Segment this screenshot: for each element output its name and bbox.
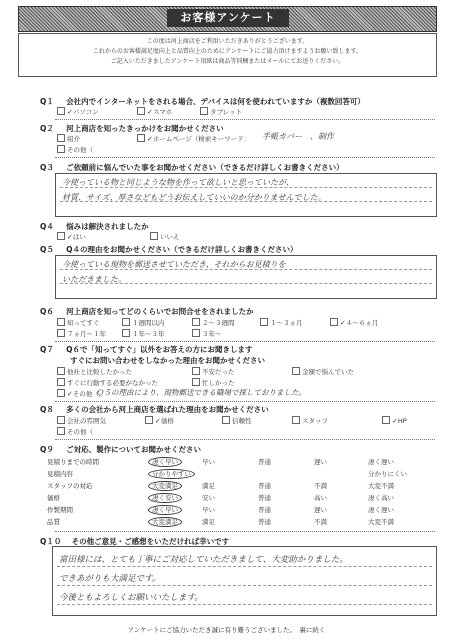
divider (55, 401, 435, 402)
q2-heading (40, 123, 224, 134)
q9-rating-option[interactable]: 大変不満 (368, 482, 394, 490)
checkbox[interactable] (292, 367, 300, 375)
intro-line: この度は河上商店をご利用いただきありがとうございます。 (146, 38, 309, 45)
divider (55, 531, 435, 532)
q9-rating-option[interactable]: 凄く遅い (368, 506, 394, 514)
q7-text: Q６で「知ってすぐ」以外をお答えの方にお聞きします (66, 345, 253, 354)
checkbox[interactable] (122, 318, 130, 326)
q6-number: Q６ (40, 307, 54, 316)
ruled-line (57, 566, 432, 567)
q7-other-handwriting[interactable]: Ｑ５の理由により、現物郵送できる職場で探しておりました。 (96, 388, 306, 397)
q9-row-label: スタッフの対応 (47, 482, 93, 490)
checkbox[interactable] (292, 416, 300, 424)
q1-text: 会社内でインターネットをされる場合、デバイスは何を使われていますか（複数回答可） (66, 97, 365, 106)
q9-rating-option[interactable]: 普通 (258, 506, 271, 514)
checkbox[interactable] (137, 134, 145, 142)
check-mark-icon: ✓ (155, 417, 161, 425)
q4-option-no[interactable]: いいえ (150, 232, 180, 241)
checkbox[interactable] (260, 318, 268, 326)
q9-rating-option[interactable]: 早い (202, 506, 215, 514)
checkbox[interactable] (145, 416, 153, 424)
q4-text: 悩みは解決されましたか (66, 222, 149, 231)
q9-rating-option[interactable]: 遅い (314, 506, 327, 514)
q2-option-other[interactable]: その他（ (57, 145, 93, 154)
divider (55, 439, 435, 440)
checkbox[interactable] (222, 416, 230, 424)
q4-option-yes[interactable]: ✓はい (57, 232, 86, 241)
checkbox[interactable] (57, 318, 65, 326)
q6-option[interactable]: ３年〜 (192, 329, 222, 338)
q10-text: その他ご意見・ご感想をいただければ幸いです (71, 537, 230, 546)
divider (55, 157, 435, 158)
q8-option-other[interactable]: その他（ (57, 427, 93, 436)
q1-number: Q１ (40, 97, 54, 106)
q9-rating-option[interactable]: 普通 (258, 494, 271, 502)
q9-rating-option-selected[interactable]: 大変満足 (148, 517, 182, 526)
checkbox[interactable] (192, 367, 200, 375)
divider (55, 119, 435, 120)
q1-option-tablet[interactable]: タブレット (200, 107, 242, 116)
checkbox[interactable] (137, 107, 145, 115)
q9-number: Q９ (40, 445, 54, 454)
checkbox[interactable] (57, 367, 65, 375)
q8-option[interactable]: 会社の雰囲気 (57, 416, 106, 425)
q9-text: ご対応、製作についてお聞かせください (66, 445, 201, 454)
q9-rating-option[interactable]: 普通 (258, 482, 271, 490)
q10-number: Q１０ (40, 537, 62, 546)
q7-heading (40, 344, 253, 355)
checkbox[interactable] (200, 107, 208, 115)
q9-rating-option[interactable]: 凄く高い (368, 494, 394, 502)
ruled-line (57, 585, 432, 586)
q10-answer-box[interactable] (52, 546, 437, 616)
checkbox[interactable] (57, 378, 65, 386)
q9-rating-option[interactable]: 凄く遅い (368, 458, 394, 466)
q9-rating-option[interactable]: 大変不満 (368, 518, 394, 526)
ruled-line (57, 604, 432, 605)
q9-rating-option-selected[interactable]: 大変満足 (148, 481, 182, 490)
q3-answer-line: 材質、サイズ、厚さなどもどうお伝えしていいのか分かりませんでした。 (62, 193, 326, 202)
q2-option-referral[interactable]: 紹介 (57, 134, 80, 143)
checkbox[interactable] (57, 134, 65, 142)
q7-number: Q７ (40, 345, 54, 354)
q6-text: 河上商店を知ってどのくらいでお問合せをされましたか (66, 307, 254, 316)
q9-rating-option-selected[interactable]: 分かりやすい (148, 469, 195, 478)
checkbox[interactable] (192, 318, 200, 326)
q8-option[interactable]: スタッフ (292, 416, 328, 425)
q8-number: Q８ (40, 405, 54, 414)
q6-option-selected[interactable]: ✓４〜６ヵ月 (330, 318, 378, 327)
q7-option[interactable]: 他社と比較したかった (57, 367, 132, 376)
q9-rating-option[interactable]: 不満 (314, 482, 327, 490)
q6-option[interactable]: ２〜３週間 (192, 318, 235, 327)
q10-answer-line: 富田様には、とても丁寧にご対応していただきまして、大変助かりました。 (59, 555, 348, 565)
q4-heading (40, 221, 149, 232)
intro-box (18, 33, 437, 77)
q9-row-label: 見積内容 (47, 470, 73, 478)
checkbox[interactable] (57, 329, 65, 337)
q6-option[interactable]: １年〜３年 (122, 329, 165, 338)
check-mark-icon: ✓ (147, 135, 153, 143)
q9-rating-option[interactable]: 早い (202, 458, 215, 466)
q2-number: Q２ (40, 124, 54, 133)
q6-option[interactable]: 知ってすぐ (57, 318, 100, 327)
checkbox[interactable] (57, 145, 65, 153)
q4-number: Q４ (40, 222, 54, 231)
q5-answer-box[interactable] (55, 255, 437, 299)
q6-option[interactable]: １週間以内 (122, 318, 165, 327)
intro-line: これからのお客様満足度向上と品質向上のためにアンケートにご協力頂けますようお願い致します。 (92, 48, 363, 55)
q8-heading (40, 404, 269, 415)
q9-heading (40, 444, 201, 455)
q6-option[interactable]: ７ヵ月〜１年 (57, 329, 106, 338)
footer-text: アンケートにご協力いただき誠に有り難うございました。 裏に続く (127, 626, 326, 634)
checkbox[interactable] (57, 389, 65, 397)
q3-answer-line: 今使っている物と同じような物を作って欲しいと思っていたが、 (62, 178, 294, 187)
q9-row-label: 作製期間 (47, 506, 73, 514)
check-mark-icon: ✓ (67, 233, 73, 241)
q9-rating-option[interactable]: 分かりにくい (368, 470, 407, 478)
checkbox[interactable] (150, 232, 158, 240)
intro-line: ご記入いただきましたアンケート用紙は商品等同梱またはメールにてお送りください。 (110, 58, 345, 65)
q5-text: Q４の理由をお聞かせください（できるだけ詳しくお書きください） (66, 245, 298, 254)
q8-option-selected[interactable]: ✓HP (382, 416, 407, 425)
q1-heading (40, 96, 365, 107)
q7-option[interactable]: すぐに行動する必要がなかった (57, 378, 158, 387)
checkbox[interactable] (122, 329, 130, 337)
q3-number: Q３ (40, 163, 54, 172)
q3-text: ご依頼前に悩んでいた事をお聞かせください（できるだけ詳しくお書きください） (66, 163, 344, 172)
checkbox[interactable] (57, 107, 65, 115)
q6-option[interactable]: １〜３ヵ月 (260, 318, 303, 327)
q7-text-line2: すぐにお問い合わせをしなかった理由をお聞かせください (70, 356, 265, 365)
q9-row-label: 品質 (47, 518, 60, 526)
q10-answer-line: 今後ともよろしくお願いいたします。 (59, 593, 203, 603)
q7-option[interactable]: 金額で悩んでいた (292, 367, 354, 376)
check-mark-icon: ✓ (392, 417, 398, 425)
q1-option-smartphone[interactable]: ✓スマホ (137, 107, 172, 116)
q2-text: 河上商店を知ったきっかけをお聞かせください (66, 124, 224, 133)
q6-heading (40, 306, 254, 317)
q9-rating-option[interactable]: 満足 (202, 518, 215, 526)
q9-rating-option[interactable]: 満足 (202, 482, 215, 490)
checkbox[interactable] (192, 329, 200, 337)
q9-rating-option[interactable]: 高い (314, 494, 327, 502)
q9-row-label: 価格 (47, 494, 60, 502)
q9-rating-option[interactable]: 安い (202, 494, 215, 502)
checkbox[interactable] (192, 378, 200, 386)
q9-rating-option[interactable]: 普通 (258, 518, 271, 526)
q1-option-pc[interactable]: ✓パソコン (57, 107, 99, 116)
check-mark-icon: ✓ (67, 108, 73, 116)
q2-option-homepage[interactable]: ✓ホームページ（検索キーワード： (137, 134, 250, 143)
q9-row-label: 見積りまでの時間 (47, 458, 99, 466)
q3-answer-box[interactable] (55, 173, 437, 217)
check-mark-icon: ✓ (147, 108, 153, 116)
q3-heading (40, 162, 344, 173)
checkbox[interactable] (57, 427, 65, 435)
divider (55, 341, 435, 342)
check-mark-icon: ✓ (340, 319, 346, 327)
checkbox[interactable] (382, 416, 390, 424)
q10-answer-line: できあがりも大満足です。 (59, 574, 161, 584)
q9-rating-option-selected[interactable]: 凄く早い (148, 505, 182, 514)
q8-option-selected[interactable]: ✓価格 (145, 416, 174, 425)
checkbox[interactable] (330, 318, 338, 326)
q7-option[interactable]: 忙しかった (192, 378, 235, 387)
q7-option-other[interactable]: ✓その他（ (57, 389, 99, 398)
q9-rating-option[interactable]: 遅い (314, 458, 327, 466)
q9-rating-option-selected[interactable]: 凄く早い (148, 457, 182, 466)
q7-option[interactable]: 不安だった (192, 367, 235, 376)
q5-heading (40, 244, 298, 255)
q5-number: Q５ (40, 245, 54, 254)
check-mark-icon: ✓ (67, 390, 73, 398)
q9-rating-option-selected[interactable]: 凄く安い (148, 493, 182, 502)
q9-rating-option[interactable]: 不満 (314, 518, 327, 526)
q5-answer-line: 今使っている現物を郵送させていただき、それからお見積りを (62, 260, 286, 269)
checkbox[interactable] (57, 232, 65, 240)
q8-option[interactable]: 信頼性 (222, 416, 252, 425)
page-title: お客様アンケート (167, 9, 289, 27)
q2-keyword-handwriting[interactable]: 手帳カバー 、制作 (262, 132, 334, 141)
q9-rating-option[interactable]: 普通 (258, 458, 271, 466)
q5-answer-line: いただきました。 (62, 275, 126, 284)
checkbox[interactable] (57, 416, 65, 424)
title-banner (18, 6, 437, 32)
q8-text: 多くの会社から河上商店を選ばれた理由をお聞かせください (66, 405, 269, 414)
